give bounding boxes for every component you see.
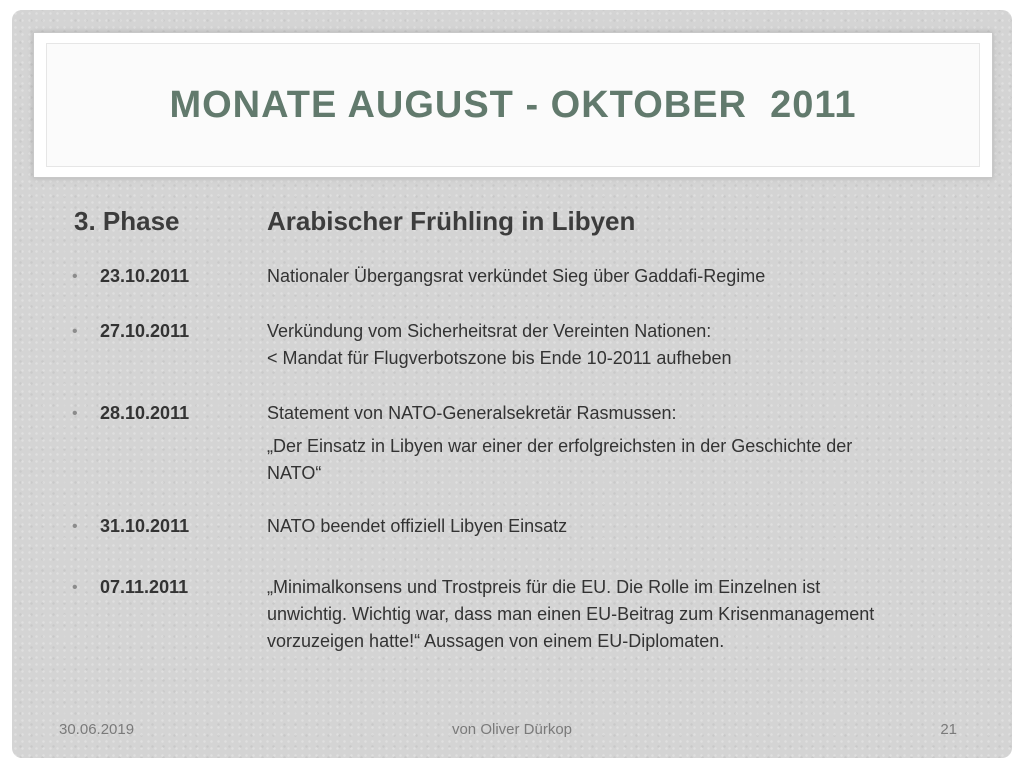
phase-title: Arabischer Frühling in Libyen	[267, 206, 636, 236]
bullet-icon: •	[72, 518, 78, 535]
entry-date: 31.10.2011	[100, 516, 190, 536]
entry-line: „Minimalkonsens und Trostpreis für die EU. Die Rolle im Einzelnen ist	[267, 577, 821, 597]
title-box	[33, 32, 993, 178]
entry-text	[267, 400, 977, 487]
phase-label: 3. Phase	[74, 206, 180, 236]
entry-line: unwichtig. Wichtig war, dass man einen EU-Beitrag zum Krisenmanagement	[267, 604, 875, 624]
entry-line: Statement von NATO-Generalsekretär Rasmussen:	[267, 403, 677, 423]
entry-line: Nationaler Übergangsrat verkündet Sieg über Gaddafi-Regime	[267, 266, 766, 286]
bullet-icon: •	[72, 579, 78, 596]
footer-date: 30.06.2019	[59, 721, 135, 738]
entry-line: NATO“	[267, 463, 322, 483]
page-number: 21	[940, 721, 957, 738]
entry-text	[267, 513, 977, 540]
bullet-icon: •	[72, 323, 78, 340]
entry-line: Verkündung vom Sicherheitsrat der Vereinten Nationen:	[267, 321, 712, 341]
bullet-icon: •	[72, 268, 78, 285]
slide	[12, 10, 1012, 758]
entry-text	[267, 318, 977, 372]
title-inner	[46, 43, 980, 167]
entry-line: vorzuzeigen hatte!“ Aussagen von einem EU-Diplomaten.	[267, 631, 725, 651]
entry-line: < Mandat für Flugverbotszone bis Ende 10-2011 aufheben	[267, 348, 732, 368]
footer-author: von Oliver Dürkop	[451, 721, 573, 738]
entry-date: 28.10.2011	[100, 403, 190, 423]
entry-line: „Der Einsatz in Libyen war einer der erfolgreichsten in der Geschichte der	[267, 436, 853, 456]
entry-date: 23.10.2011	[100, 266, 190, 286]
entry-text	[267, 263, 977, 290]
bullet-icon: •	[72, 405, 78, 422]
entry-date: 27.10.2011	[100, 321, 190, 341]
entry-text	[267, 574, 977, 655]
entry-date: 07.11.2011	[100, 577, 189, 597]
slide-title: MONATE AUGUST - OKTOBER 2011	[169, 83, 857, 126]
entry-line: NATO beendet offiziell Libyen Einsatz	[267, 516, 568, 536]
